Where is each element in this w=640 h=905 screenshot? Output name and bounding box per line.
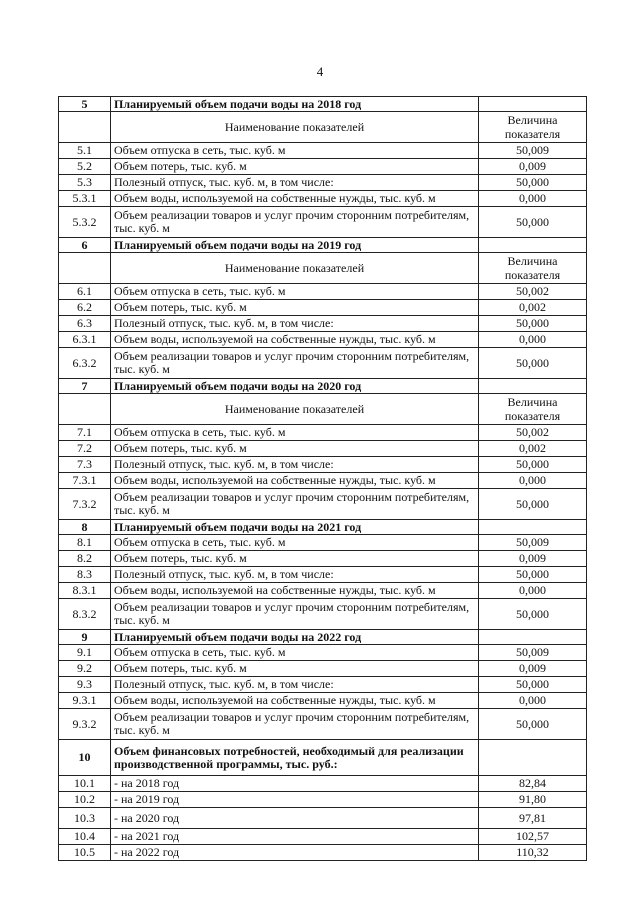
row-number: 8.3.1	[59, 583, 111, 599]
table-row	[59, 792, 587, 808]
row-value: 0,009	[479, 551, 587, 567]
header-value: Величина показателя	[479, 394, 587, 425]
row-value: 50,002	[479, 284, 587, 300]
table-row	[59, 776, 587, 792]
row-name: Объем воды, используемой на собственные нужды, тыс. куб. м	[111, 332, 479, 348]
row-value: 0,000	[479, 332, 587, 348]
section-title-row	[59, 520, 587, 535]
row-name: Объем потерь, тыс. куб. м	[111, 300, 479, 316]
section-number: 8	[59, 520, 111, 535]
section-value-empty	[479, 740, 587, 776]
section-title: Планируемый объем подачи воды на 2020 год	[111, 379, 479, 394]
table-row	[59, 567, 587, 583]
row-name: - на 2022 год	[111, 845, 479, 861]
section-title: Планируемый объем подачи воды на 2022 год	[111, 630, 479, 645]
row-name: Объем потерь, тыс. куб. м	[111, 159, 479, 175]
table-row	[59, 332, 587, 348]
section-number: 9	[59, 630, 111, 645]
table-row	[59, 693, 587, 709]
row-number: 10.5	[59, 845, 111, 861]
row-number: 5.2	[59, 159, 111, 175]
row-name: Объем воды, используемой на собственные нужды, тыс. куб. м	[111, 583, 479, 599]
row-value: 0,009	[479, 661, 587, 677]
row-number: 5.1	[59, 143, 111, 159]
table-row	[59, 284, 587, 300]
row-number: 7.3.2	[59, 489, 111, 520]
row-value: 50,002	[479, 425, 587, 441]
row-name: Объем отпуска в сеть, тыс. куб. м	[111, 645, 479, 661]
row-name: Объем отпуска в сеть, тыс. куб. м	[111, 425, 479, 441]
table-row	[59, 599, 587, 630]
row-number: 6.3	[59, 316, 111, 332]
table-row	[59, 551, 587, 567]
table-row	[59, 829, 587, 845]
row-value: 0,009	[479, 159, 587, 175]
row-value: 50,009	[479, 535, 587, 551]
row-name: - на 2019 год	[111, 792, 479, 808]
row-name: Объем реализации товаров и услуг прочим сторонним потребителям, тыс. куб. м	[111, 709, 479, 740]
row-value: 50,000	[479, 677, 587, 693]
row-value: 50,000	[479, 348, 587, 379]
section-number: 5	[59, 97, 111, 112]
table-row	[59, 457, 587, 473]
row-value: 50,000	[479, 316, 587, 332]
row-number: 5.3	[59, 175, 111, 191]
row-number: 10.4	[59, 829, 111, 845]
row-number: 5.3.1	[59, 191, 111, 207]
header-value: Величина показателя	[479, 112, 587, 143]
row-number: 5.3.2	[59, 207, 111, 238]
table-row	[59, 489, 587, 520]
table-row	[59, 191, 587, 207]
row-value: 110,32	[479, 845, 587, 861]
table-row	[59, 583, 587, 599]
row-name: Объем отпуска в сеть, тыс. куб. м	[111, 535, 479, 551]
row-number: 9.3.2	[59, 709, 111, 740]
section-title-row	[59, 630, 587, 645]
row-name: Объем отпуска в сеть, тыс. куб. м	[111, 284, 479, 300]
row-value: 50,009	[479, 645, 587, 661]
row-name: - на 2018 год	[111, 776, 479, 792]
header-number-empty	[59, 112, 111, 143]
row-number: 10.1	[59, 776, 111, 792]
table-row	[59, 316, 587, 332]
row-number: 9.2	[59, 661, 111, 677]
row-name: Полезный отпуск, тыс. куб. м, в том числе:	[111, 677, 479, 693]
row-value: 0,000	[479, 693, 587, 709]
table-row	[59, 300, 587, 316]
row-name: Полезный отпуск, тыс. куб. м, в том числе:	[111, 175, 479, 191]
column-header-row	[59, 394, 587, 425]
row-value: 0,002	[479, 441, 587, 457]
row-name: - на 2021 год	[111, 829, 479, 845]
row-number: 9.3	[59, 677, 111, 693]
section-value-empty	[479, 520, 587, 535]
section-number: 7	[59, 379, 111, 394]
section-number: 6	[59, 238, 111, 253]
table-row	[59, 808, 587, 829]
row-number: 6.3.2	[59, 348, 111, 379]
row-number: 8.1	[59, 535, 111, 551]
row-value: 91,80	[479, 792, 587, 808]
row-value: 50,000	[479, 457, 587, 473]
row-value: 50,000	[479, 567, 587, 583]
row-number: 9.1	[59, 645, 111, 661]
section-number: 10	[59, 740, 111, 776]
indicators-table	[58, 96, 587, 861]
table-row	[59, 845, 587, 861]
row-value: 50,000	[479, 175, 587, 191]
header-number-empty	[59, 253, 111, 284]
row-value: 0,000	[479, 191, 587, 207]
page-number: 4	[316, 64, 324, 79]
section-value-empty	[479, 238, 587, 253]
row-name: Объем воды, используемой на собственные нужды, тыс. куб. м	[111, 191, 479, 207]
table-row	[59, 645, 587, 661]
table-row	[59, 175, 587, 191]
section-title: Объем финансовых потребностей, необходимый для реализации производственной программы, тыс. руб.:	[111, 740, 479, 776]
row-name: Объем потерь, тыс. куб. м	[111, 551, 479, 567]
header-number-empty	[59, 394, 111, 425]
row-name: Объем воды, используемой на собственные нужды, тыс. куб. м	[111, 693, 479, 709]
table-row	[59, 348, 587, 379]
row-value: 0,000	[479, 473, 587, 489]
table-row	[59, 441, 587, 457]
section-value-empty	[479, 379, 587, 394]
row-number: 7.3	[59, 457, 111, 473]
table-row	[59, 425, 587, 441]
row-name: Объем реализации товаров и услуг прочим сторонним потребителям, тыс. куб. м	[111, 599, 479, 630]
table-row	[59, 159, 587, 175]
row-value: 50,000	[479, 489, 587, 520]
row-name: Объем потерь, тыс. куб. м	[111, 441, 479, 457]
table-row	[59, 473, 587, 489]
section-title-row	[59, 238, 587, 253]
row-number: 10.2	[59, 792, 111, 808]
section-title-row	[59, 379, 587, 394]
row-name: Объем потерь, тыс. куб. м	[111, 661, 479, 677]
row-name: Объем отпуска в сеть, тыс. куб. м	[111, 143, 479, 159]
row-value: 82,84	[479, 776, 587, 792]
row-number: 9.3.1	[59, 693, 111, 709]
row-name: Полезный отпуск, тыс. куб. м, в том числе:	[111, 316, 479, 332]
indicators-table-body	[59, 97, 587, 861]
header-value: Величина показателя	[479, 253, 587, 284]
row-name: Объем воды, используемой на собственные нужды, тыс. куб. м	[111, 473, 479, 489]
table-row	[59, 207, 587, 238]
row-name: Объем реализации товаров и услуг прочим сторонним потребителям, тыс. куб. м	[111, 207, 479, 238]
section-title-row	[59, 740, 587, 776]
section-value-empty	[479, 97, 587, 112]
column-header-row	[59, 253, 587, 284]
section-title-row	[59, 97, 587, 112]
row-value: 0,002	[479, 300, 587, 316]
table-row	[59, 709, 587, 740]
header-name: Наименование показателей	[111, 112, 479, 143]
row-number: 7.1	[59, 425, 111, 441]
row-value: 102,57	[479, 829, 587, 845]
row-number: 10.3	[59, 808, 111, 829]
section-title: Планируемый объем подачи воды на 2021 год	[111, 520, 479, 535]
row-name: Полезный отпуск, тыс. куб. м, в том числе:	[111, 457, 479, 473]
row-value: 0,000	[479, 583, 587, 599]
table-row	[59, 143, 587, 159]
header-name: Наименование показателей	[111, 394, 479, 425]
section-value-empty	[479, 630, 587, 645]
row-name: Объем реализации товаров и услуг прочим сторонним потребителям, тыс. куб. м	[111, 489, 479, 520]
row-value: 50,000	[479, 599, 587, 630]
row-value: 50,000	[479, 207, 587, 238]
row-name: Полезный отпуск, тыс. куб. м, в том числе:	[111, 567, 479, 583]
section-title: Планируемый объем подачи воды на 2018 год	[111, 97, 479, 112]
row-number: 8.3.2	[59, 599, 111, 630]
row-value: 97,81	[479, 808, 587, 829]
table-row	[59, 535, 587, 551]
header-name: Наименование показателей	[111, 253, 479, 284]
row-number: 7.2	[59, 441, 111, 457]
row-value: 50,009	[479, 143, 587, 159]
row-number: 8.3	[59, 567, 111, 583]
row-number: 6.2	[59, 300, 111, 316]
row-number: 8.2	[59, 551, 111, 567]
row-number: 6.1	[59, 284, 111, 300]
row-number: 6.3.1	[59, 332, 111, 348]
row-name: - на 2020 год	[111, 808, 479, 829]
row-value: 50,000	[479, 709, 587, 740]
table-row	[59, 661, 587, 677]
section-title: Планируемый объем подачи воды на 2019 год	[111, 238, 479, 253]
column-header-row	[59, 112, 587, 143]
table-row	[59, 677, 587, 693]
row-name: Объем реализации товаров и услуг прочим сторонним потребителям, тыс. куб. м	[111, 348, 479, 379]
row-number: 7.3.1	[59, 473, 111, 489]
